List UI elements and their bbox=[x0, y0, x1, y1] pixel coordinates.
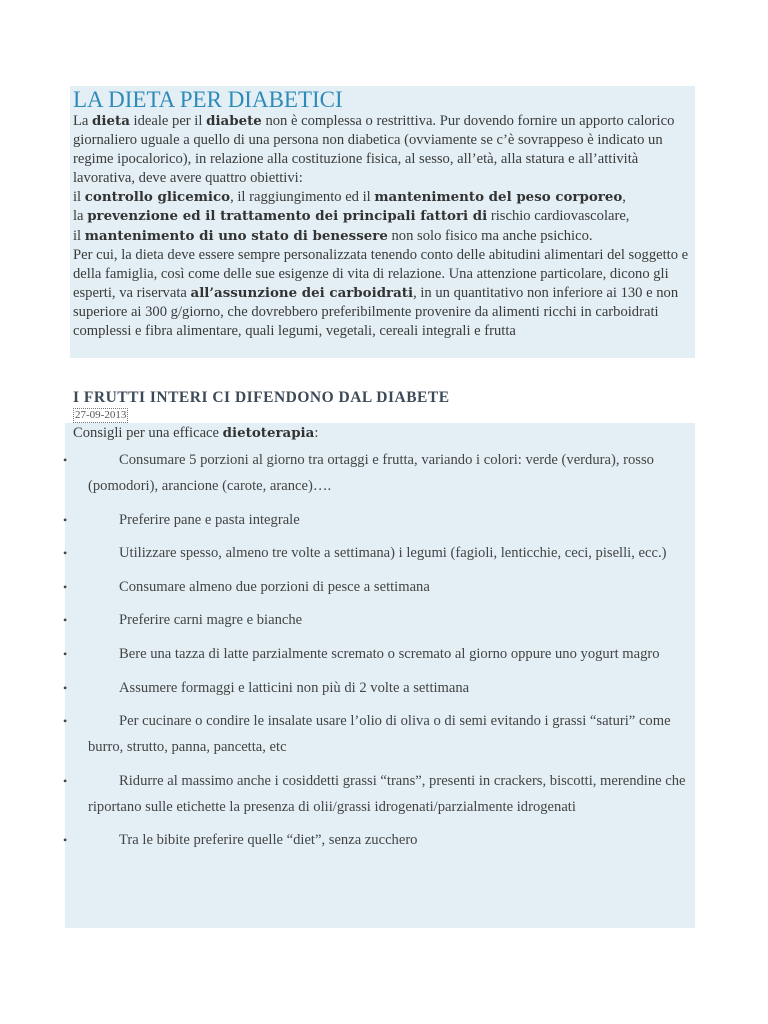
tip-text: Utilizzare spesso, almeno tre volte a settimana) i legumi (fagioli, lenticchie, ceci, piselli, ecc.) bbox=[119, 545, 667, 562]
bullet-icon: • bbox=[63, 833, 68, 848]
intro-paragraph-2: Per cui, la dieta deve essere sempre personalizzata tenendo conto delle abitudini alimentari del soggetto e della famiglia, così come delle sue esigenze di vita di relazione. Una attenzione particolare, dicono gli esperti, va riservata all’assunzione dei carboidrati, in un quantitativo non inferiore ai 130 e non superiore ai 300 g/giorno, che dovrebbero preferibilmente provenire da alimenti ricchi in carboidrati complessi e fibra alimentare, quali legumi, vegetali, cereali integrali e frutta bbox=[73, 246, 689, 340]
tips-list bbox=[0, 447, 700, 861]
bullet-icon: • bbox=[63, 773, 68, 788]
objective-2: la prevenzione ed il trattamento dei principali fattori di rischio cardiovascolare, bbox=[73, 208, 630, 225]
tip-text: Consumare almeno due porzioni di pesce a settimana bbox=[119, 578, 430, 595]
date-stamp: 27-09-2013 bbox=[75, 409, 127, 421]
bullet-icon: • bbox=[63, 680, 68, 695]
intro-text bbox=[73, 112, 695, 341]
intro-paragraph: La dieta ideale per il diabete non è complessa o restrittiva. Pur dovendo fornire un apporto calorico giornaliero uguale a quello di una persona non diabetica (ovviamente se c’è sovrappeso è indicato un regime ipocalorico), in relazione alla costituzione fisica, al sesso, all’età, alla statura e all’attività lavorativa, deve avere quattro obiettivi: bbox=[73, 113, 675, 187]
bullet-icon: • bbox=[63, 714, 68, 729]
tip-text: Per cucinare o condire le insalate usare l’olio di oliva o di semi evitando i grassi “saturi” come burro, strutto, panna, pancetta, etc bbox=[88, 713, 671, 756]
list-item bbox=[0, 540, 696, 566]
section-heading: I FRUTTI INTERI CI DIFENDONO DAL DIABETE bbox=[73, 389, 450, 406]
tip-text: Preferire pane e pasta integrale bbox=[119, 511, 300, 528]
page-title: LA DIETA PER DIABETICI bbox=[73, 87, 343, 112]
list-item bbox=[0, 827, 696, 853]
list-item bbox=[0, 574, 696, 600]
list-item bbox=[0, 641, 696, 667]
bullet-icon: • bbox=[63, 646, 68, 661]
list-item bbox=[0, 768, 696, 820]
tip-text: Bere una tazza di latte parzialmente scremato o scremato al giorno oppure uno yogurt magro bbox=[119, 645, 660, 662]
tips-lead: Consigli per una efficace dietoterapia: bbox=[73, 425, 319, 441]
list-item bbox=[0, 447, 696, 499]
bullet-icon: • bbox=[63, 512, 68, 527]
list-item bbox=[0, 507, 696, 533]
objective-1: il controllo glicemico, il raggiungimento ed il mantenimento del peso corporeo, bbox=[73, 189, 626, 206]
list-item bbox=[0, 708, 696, 760]
bullet-icon: • bbox=[63, 546, 68, 561]
tip-text: Consumare 5 porzioni al giorno tra ortaggi e frutta, variando i colori: verde (verdura), rosso (pomodori), arancione (carote, arance)…. bbox=[88, 452, 654, 494]
tip-text: Tra le bibite preferire quelle “diet”, senza zucchero bbox=[119, 832, 418, 849]
objective-3: il mantenimento di uno stato di benessere non solo fisico ma anche psichico. bbox=[73, 227, 593, 244]
list-item bbox=[0, 675, 696, 701]
bullet-icon: • bbox=[63, 613, 68, 628]
bullet-icon: • bbox=[63, 579, 68, 594]
list-item bbox=[0, 607, 696, 633]
bullet-icon: • bbox=[63, 453, 68, 467]
tip-text: Ridurre al massimo anche i cosiddetti grassi “trans”, presenti in crackers, biscotti, merendine che riportano sulle etichette la presenza di olii/grassi idrogenati/parzialmente idrogenati bbox=[88, 772, 686, 815]
tip-text: Assumere formaggi e latticini non più di 2 volte a settimana bbox=[119, 679, 470, 696]
tip-text: Preferire carni magre e bianche bbox=[119, 612, 303, 629]
